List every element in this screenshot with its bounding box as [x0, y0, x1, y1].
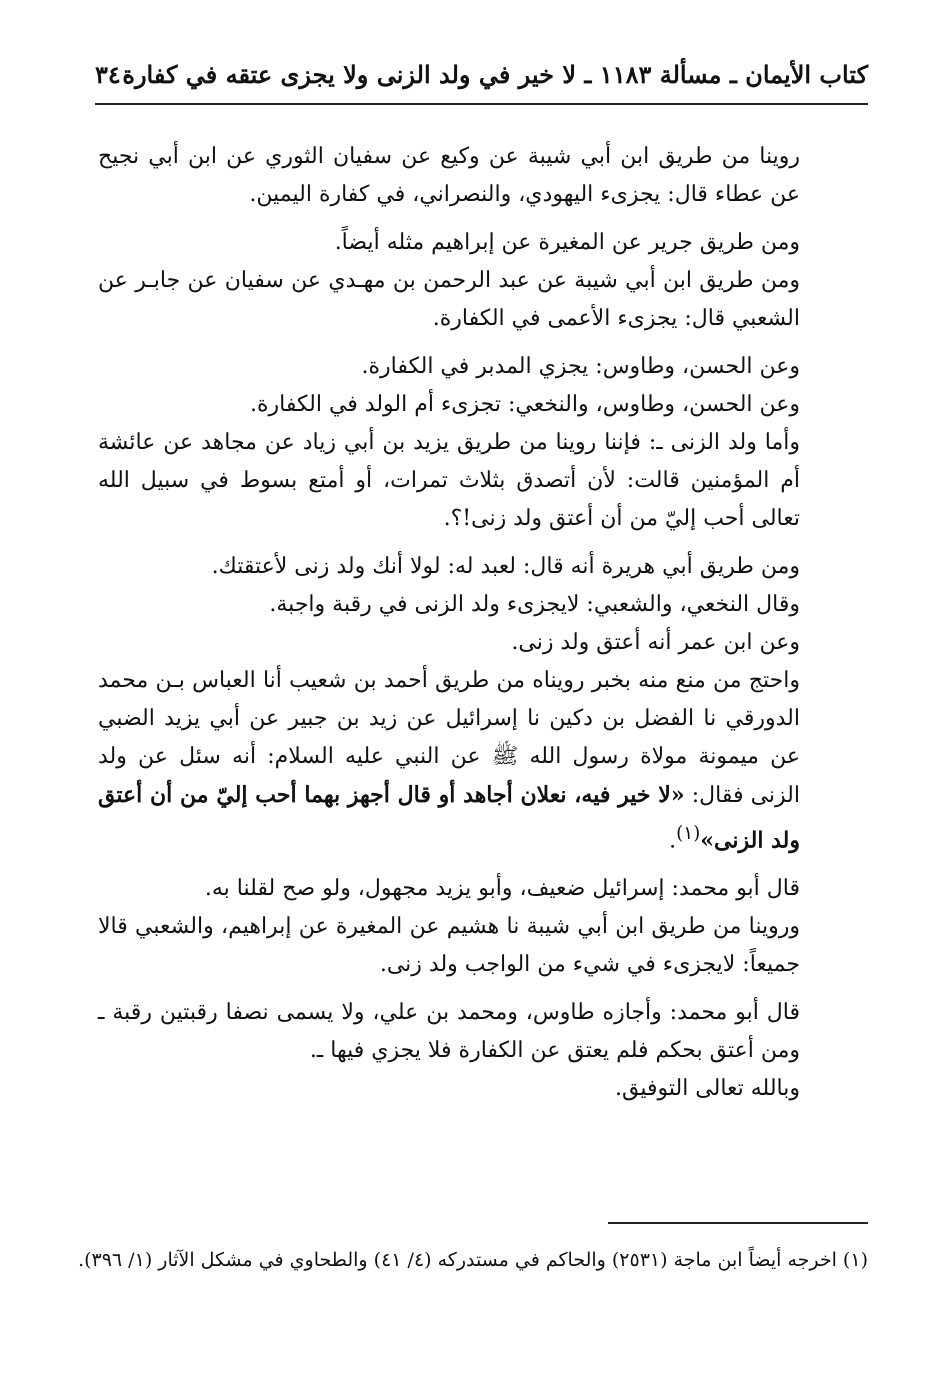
paragraph-hadith — [98, 662, 860, 860]
hadith-end: . — [669, 828, 677, 854]
paragraph: ومن طريق ابن أبي شيبة عن عبد الرحمن بن مهـدي عن سفيان عن جابـر عن الشعبي قال: يجزىء الأعمى في الكفارة. — [98, 268, 800, 331]
paragraph: ومن طريق جرير عن المغيرة عن إبراهيم مثله أيضاً. — [334, 230, 800, 255]
running-header — [95, 58, 868, 98]
paragraph: ومن طريق أبي هريرة أنه قال: لعبد له: لولا أنك ولد زنى لأعتقتك. — [211, 554, 800, 579]
header-title: كتاب الأيمان ـ مسألة ١١٨٣ ـ لا خير في ولد الزنى ولا يجزى عتقه في كفارة — [122, 60, 868, 89]
page-number: ٣٤٠ — [95, 60, 134, 89]
hadith-intro: واحتج من منع منه بخبر رويناه من طريق أحمد بن شعيب أنا العباس بـن محمد الدورقي نا الفضل بن دكين نا إسرائيل عن زيد بن جبير عن أبي يزيد الضبي عن ميمونة مولاة رسول الله ﷺ عن النبي عليه السلام: أنه سئل عن ولد الزنى فقال: — [98, 668, 800, 808]
paragraph: وبالله تعالى التوفيق. — [614, 1076, 800, 1102]
footnote-marker: (١) — [676, 823, 701, 844]
header-rule — [95, 103, 868, 105]
paragraph: قال أبو محمد: إسرائيل ضعيف، وأبو يزيد مجهول، ولو صح لقلنا به. — [204, 876, 800, 902]
hadith-quote: «لا خير فيه، نعلان أجاهد أو قال أجهز بهما أحب إليّ من أن أعتق ولد الزنى» — [98, 782, 800, 854]
paragraph: وقال النخعي، والشعبي: لايجزىء ولد الزنى في رقبة واجبة. — [269, 592, 800, 617]
paragraph: وعن الحسن، وطاوس، والنخعي: تجزىء أم الولد في الكفارة. — [250, 392, 800, 417]
paragraph: وعن الحسن، وطاوس: يجزي المدبر في الكفارة. — [361, 354, 800, 379]
paragraph: وروينا من طريق ابن أبي شيبة نا هشيم عن المغيرة عن إبراهيم، والشعبي قالا جميعاً: لايجزىء في شيء من الواجب ولد زنى. — [98, 914, 800, 978]
paragraph: وعن ابن عمر أنه أعتق ولد زنى. — [511, 630, 800, 655]
paragraph: روينا من طريق ابن أبي شيبة عن وكيع عن سفيان الثوري عن ابن أبي نجيح عن عطاء قال: يجزىء اليهودي، والنصراني، في كفارة اليمين. — [98, 144, 800, 207]
footnote-rule — [608, 1222, 868, 1224]
paragraph: وأما ولد الزنى ـ: فإننا روينا من طريق يزيد بن أبي زياد عن مجاهد عن عائشة أم المؤمنين قالت: لأن أتصدق بثلاث تمرات، أو أمتع بسوط في سبيل الله تعالى أحب إليّ من أن أعتق ولد زنى!؟. — [98, 430, 800, 531]
paragraph: قال أبو محمد: وأجازه طاوس، ومحمد بن علي، ولا يسمى نصفا رقبتين رقبة ـ ومن أعتق بحكم فلم يعتق عن الكفارة فلا يجزي فيها ـ. — [98, 1000, 800, 1064]
footnote: (١) اخرجه أيضاً ابن ماجة (٢٥٣١) والحاكم في مستدركه (٤/ ٤١) والطحاوي في مشكل الآثار (١/ ٣٩٦). — [78, 1249, 868, 1271]
main-text — [98, 138, 860, 1108]
